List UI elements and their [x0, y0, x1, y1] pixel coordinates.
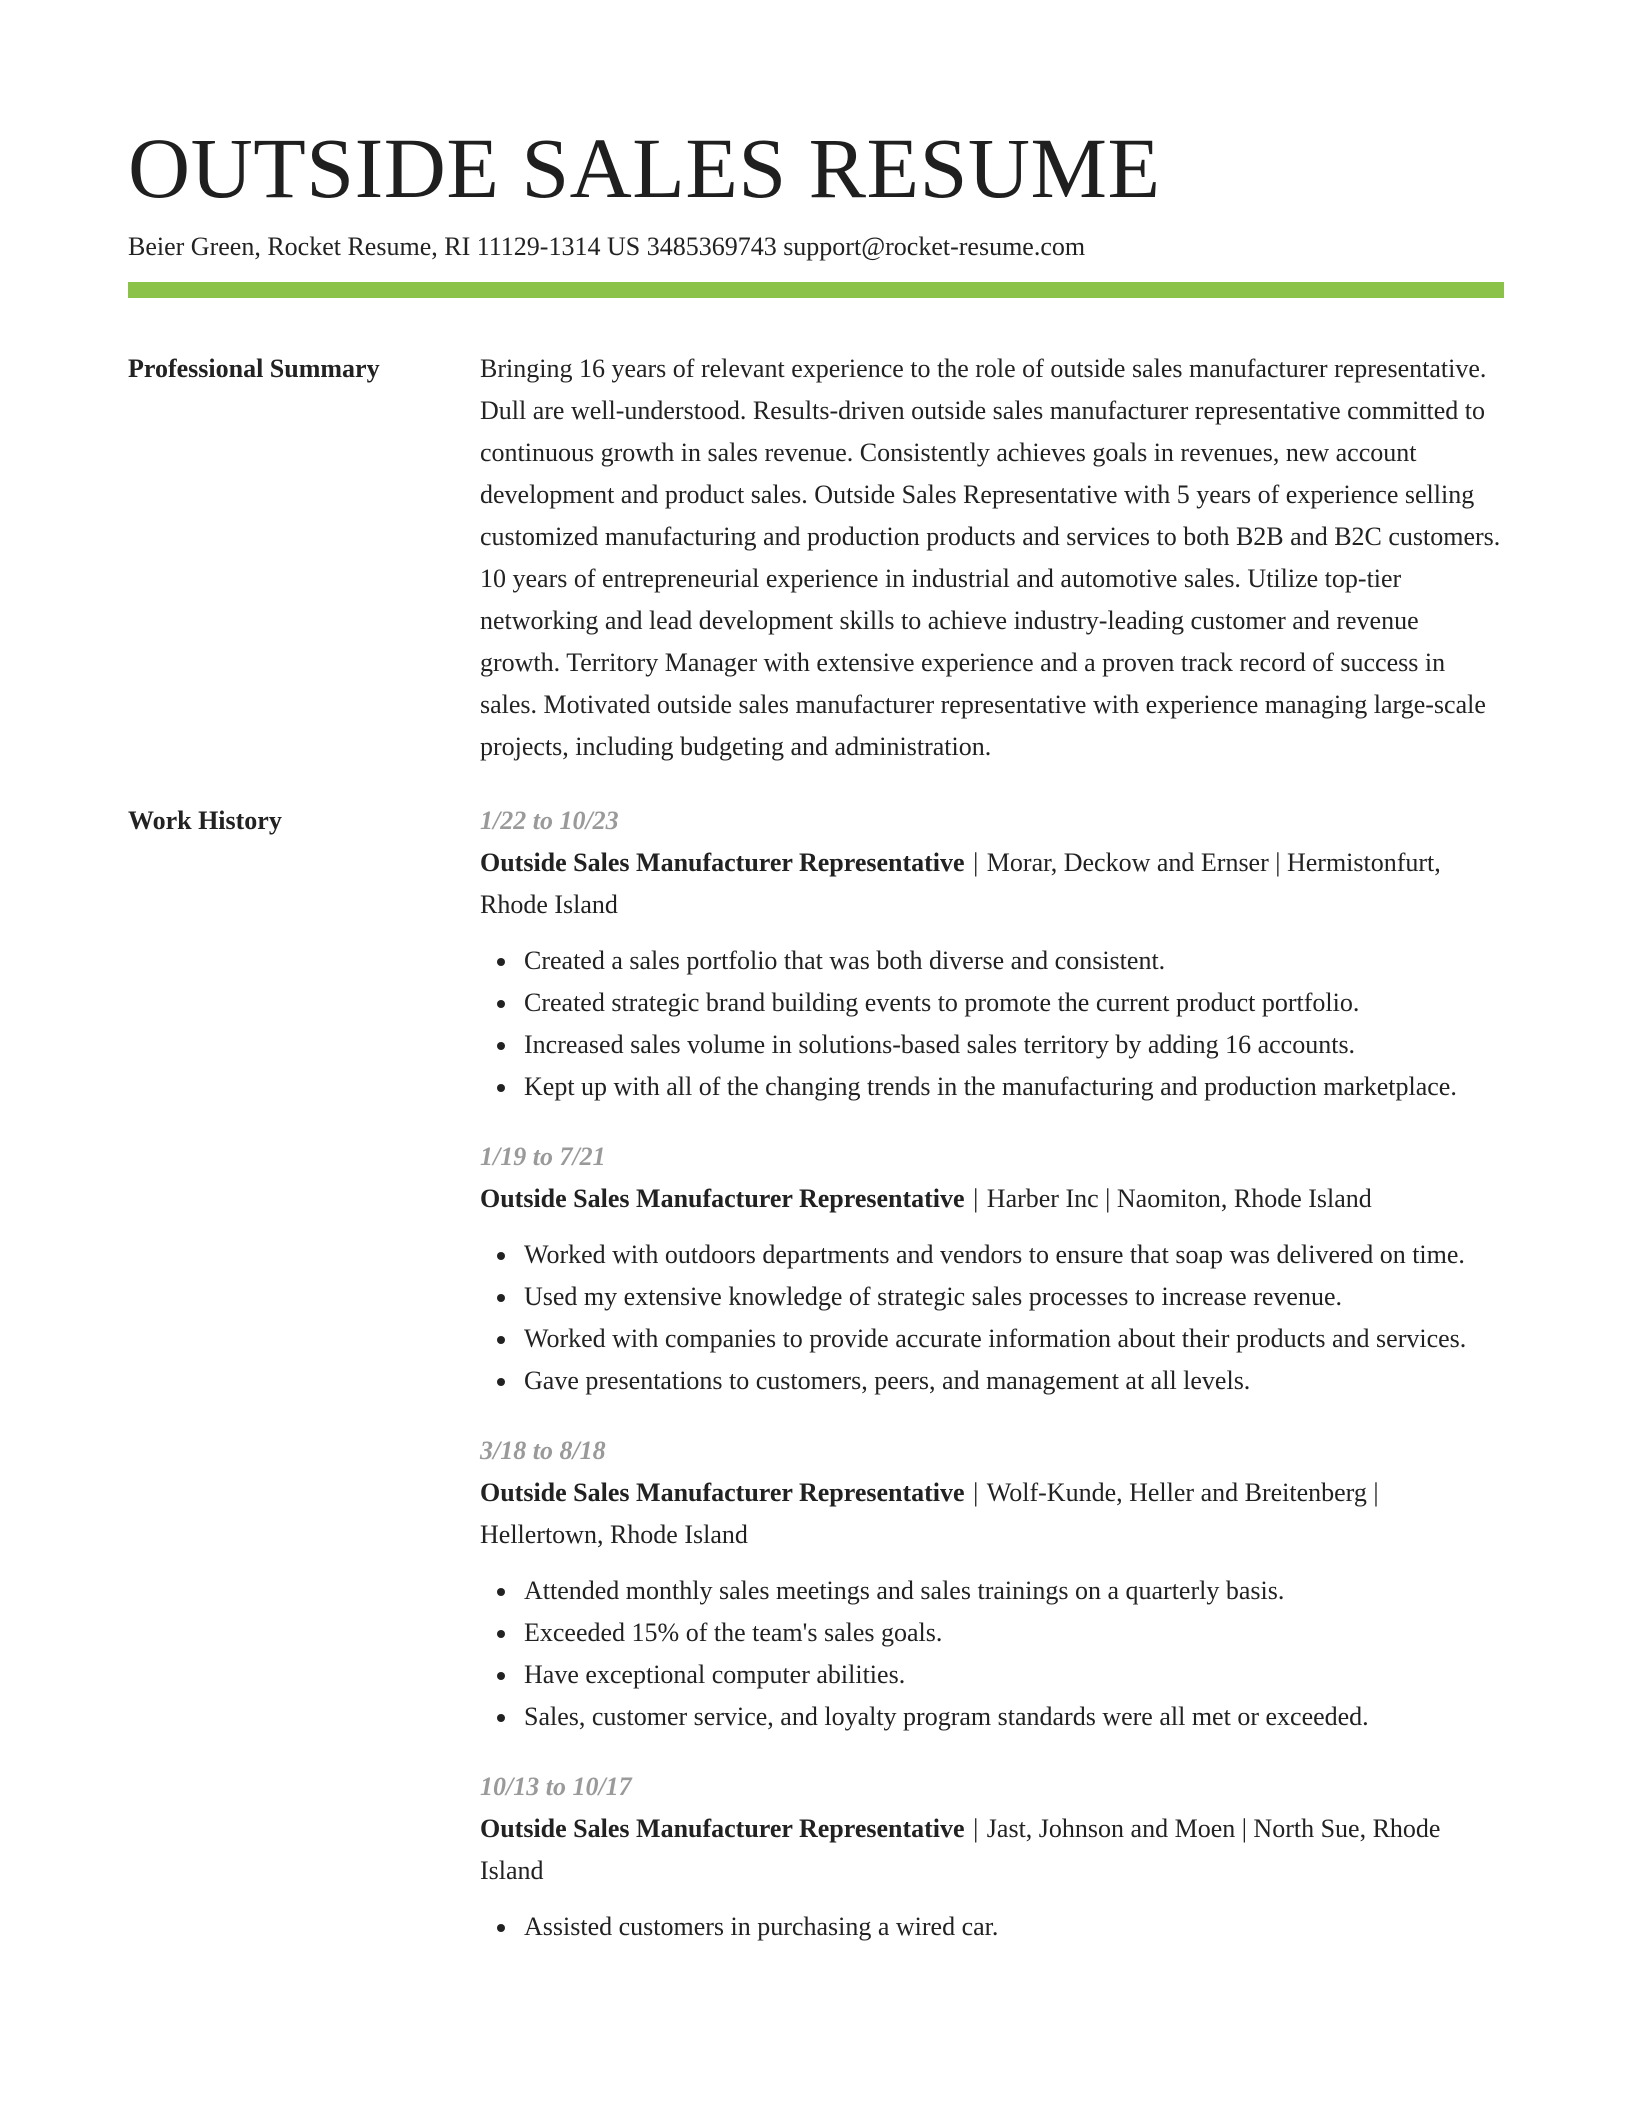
resume-title: OUTSIDE SALES RESUME [128, 120, 1161, 216]
job-company-location: Jast, Johnson and Moen | North Sue, Rhode Island [480, 1814, 1441, 1885]
job-bullet-list [480, 1570, 1504, 1738]
job-dates: 10/13 to 10/17 [480, 1772, 632, 1801]
job-company-location: Harber Inc | Naomiton, Rhode Island [986, 1184, 1372, 1213]
job-entry [480, 800, 1504, 1108]
job-headline [480, 1178, 1504, 1220]
job-bullet: Worked with companies to provide accurate information about their products and services. [524, 1318, 1504, 1360]
job-entry [480, 1766, 1504, 1948]
job-separator: | [966, 1814, 985, 1843]
job-bullet: Increased sales volume in solutions-based sales territory by adding 16 accounts. [524, 1024, 1504, 1066]
resume-page [128, 118, 1504, 1976]
section-label-work-history: Work History [128, 806, 282, 835]
job-bullet: Assisted customers in purchasing a wired car. [524, 1906, 1504, 1948]
job-company-location: Wolf-Kunde, Heller and Breitenberg | Hellertown, Rhode Island [480, 1478, 1379, 1549]
job-separator: | [966, 1184, 985, 1213]
job-company-location: Morar, Deckow and Ernser | Hermistonfurt, Rhode Island [480, 848, 1441, 919]
job-bullet: Created a sales portfolio that was both diverse and consistent. [524, 940, 1504, 982]
summary-body [480, 348, 1504, 768]
summary-text: Bringing 16 years of relevant experience to the role of outside sales manufacturer representative. Dull are well-understood. Results-driven outside sales manufacturer representative committed to continuous growth in sales revenue. Consistently achieves goals in revenues, new account development and product sales. Outside Sales Representative with 5 years of experience selling customized manufacturing and production products and services to both B2B and B2C customers. 10 years of entrepreneurial experience in industrial and automotive sales. Utilize top-tier networking and lead development skills to achieve industry-leading customer and revenue growth. Territory Manager with extensive experience and a proven track record of success in sales. Motivated outside sales manufacturer representative with experience managing large-scale projects, including budgeting and administration. [480, 354, 1501, 761]
job-headline [480, 1472, 1504, 1556]
job-separator: | [966, 848, 985, 877]
job-bullet: Sales, customer service, and loyalty program standards were all met or exceeded. [524, 1696, 1504, 1738]
job-title: Outside Sales Manufacturer Representative [480, 848, 965, 877]
professional-summary-section [128, 348, 1504, 768]
accent-divider [128, 282, 1504, 298]
work-history-body [480, 800, 1504, 1976]
job-bullet: Created strategic brand building events to promote the current product portfolio. [524, 982, 1504, 1024]
job-headline [480, 842, 1504, 926]
job-bullet: Have exceptional computer abilities. [524, 1654, 1504, 1696]
job-bullet: Gave presentations to customers, peers, and management at all levels. [524, 1360, 1504, 1402]
job-title: Outside Sales Manufacturer Representative [480, 1478, 965, 1507]
job-bullet-list [480, 940, 1504, 1108]
job-bullet-list [480, 1906, 1504, 1948]
job-entry [480, 1136, 1504, 1402]
job-title: Outside Sales Manufacturer Representative [480, 1184, 965, 1213]
job-dates: 1/22 to 10/23 [480, 806, 619, 835]
contact-line: Beier Green, Rocket Resume, RI 11129-1314 US 3485369743 support@rocket-resume.com [128, 232, 1086, 261]
job-bullet: Attended monthly sales meetings and sales trainings on a quarterly basis. [524, 1570, 1504, 1612]
job-bullet-list [480, 1234, 1504, 1402]
job-bullet: Kept up with all of the changing trends in the manufacturing and production marketplace. [524, 1066, 1504, 1108]
job-bullet: Used my extensive knowledge of strategic sales processes to increase revenue. [524, 1276, 1504, 1318]
job-dates: 3/18 to 8/18 [480, 1436, 606, 1465]
work-history-section [128, 800, 1504, 1976]
job-entry [480, 1430, 1504, 1738]
job-bullet: Worked with outdoors departments and vendors to ensure that soap was delivered on time. [524, 1234, 1504, 1276]
job-separator: | [966, 1478, 985, 1507]
job-dates: 1/19 to 7/21 [480, 1142, 606, 1171]
job-headline [480, 1808, 1504, 1892]
job-title: Outside Sales Manufacturer Representative [480, 1814, 965, 1843]
section-label-summary: Professional Summary [128, 354, 380, 383]
job-bullet: Exceeded 15% of the team's sales goals. [524, 1612, 1504, 1654]
